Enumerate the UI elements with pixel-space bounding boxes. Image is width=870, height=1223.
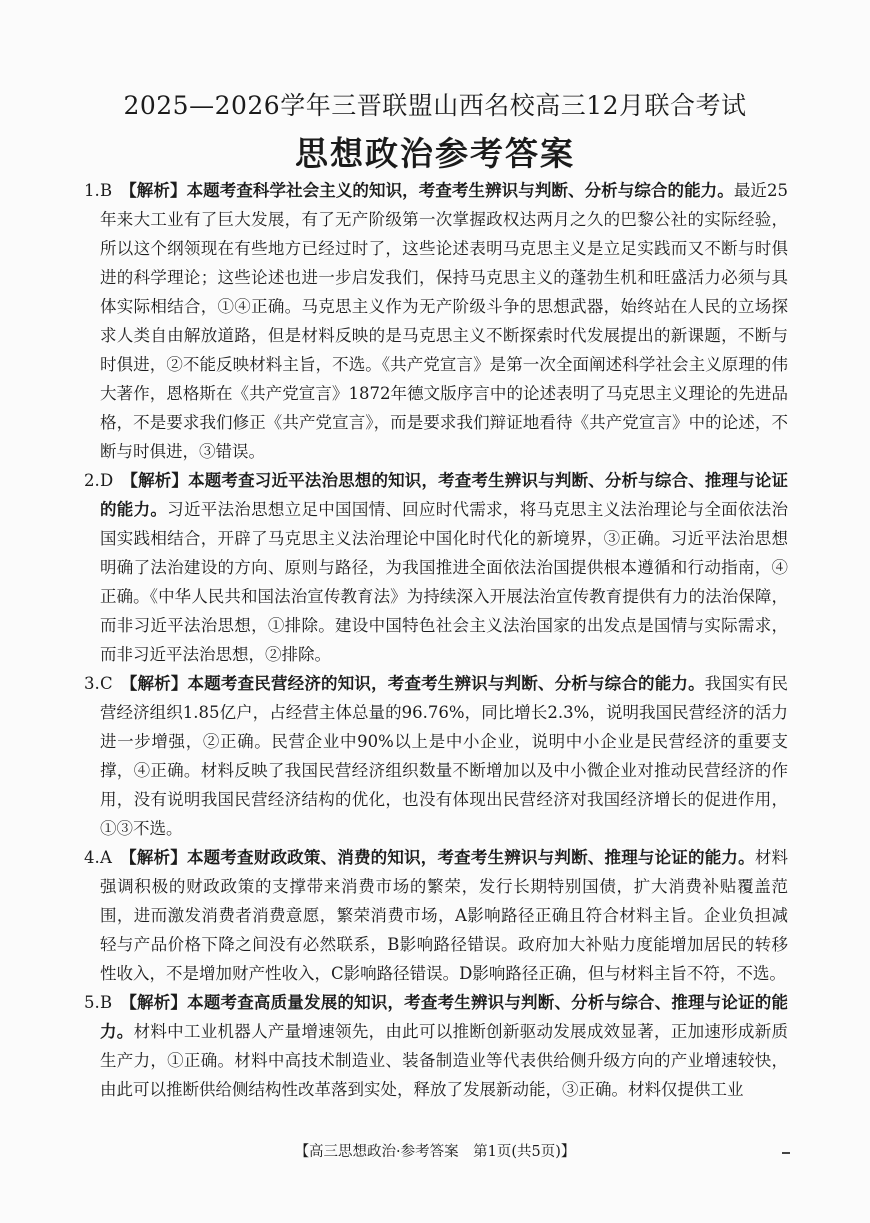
analysis-lead: 本题考查财政政策、消费的知识，考查考生辨识与判断、推理与论证的能力。	[186, 848, 755, 867]
analysis-text: 我国实有民营经济组织1.85亿户，占经营主体总量的96.76%，同比增长2.3%，说明我国民营经济的活力进一步增强，②正确。民营企业中90%以上是中小企业，说明中小企业是民营经济的重要支撑，④正确。材料反映了我国民营经济组织数量不断增加以及中小微企业对推动民营经济的作用，没有说明我国民营经济结构的优化，也没有体现出民营经济对我国经济增长的促进作用，①③不选。	[100, 674, 789, 838]
item-number: 1.	[84, 181, 100, 200]
item-number: 2.	[84, 471, 100, 490]
item-answer: A	[100, 848, 112, 867]
page-footer: 【高三思想政治·参考答案 第1页(共5页)】	[294, 1144, 576, 1160]
answer-item-3	[84, 669, 789, 843]
answer-item-2	[84, 466, 789, 669]
page-header	[0, 88, 870, 178]
item-answer: B	[100, 181, 113, 200]
answer-item-1	[84, 176, 789, 466]
answer-item-4	[84, 843, 789, 988]
analysis-text: 材料强调积极的财政政策的支撑带来消费市场的繁荣，发行长期特别国债，扩大消费补贴覆盖范围，进而激发消费者消费意愿，繁荣消费市场，A影响路径正确且符合材料主旨。企业负担减轻与产品价格下降之间没有必然联系，B影响路径错误。政府加大补贴力度能增加居民的转移性收入，不是增加财产性收入，C影响路径错误。D影响路径正确，但与材料主旨不符，不选。	[100, 848, 789, 983]
item-body	[100, 988, 788, 1104]
analysis-text: 习近平法治思想立足中国国情、回应时代需求，将马克思主义法治理论与全面依法治国实践相结合，开辟了马克思主义法治理论中国化时代化的新境界，③正确。习近平法治思想明确了法治建设的方向、原则与路径，为我国推进全面依法治国提供根本遵循和行动指南，④正确。《中华人民共和国法治宣传教育法》为持续深入开展法治宣传教育提供有力的法治保障，而非习近平法治思想，①排除。建设中国特色社会主义法治国家的出发点是国情与实际需求，而非习近平法治思想，②排除。	[100, 500, 789, 664]
item-number: 3.	[84, 674, 100, 693]
item-body	[100, 843, 788, 988]
item-body	[100, 176, 788, 466]
item-answer: C	[100, 674, 113, 693]
item-body	[100, 669, 788, 843]
analysis-lead: 本题考查习近平法治思想的知识，考查考生辨识与判断、分析与综合、推理与论证的能力。	[100, 471, 789, 519]
analysis-text: 材料中工业机器人产量增速领先，由此可以推断创新驱动发展成效显著，正加速形成新质生产力，①正确。材料中高技术制造业、装备制造业等代表供给侧升级方向的产业增速较快，由此可以推断供给侧结构性改革落到实处，释放了发展新动能，③正确。材料仅提供工业	[100, 1022, 789, 1099]
analysis-tag: 【解析】	[119, 848, 187, 867]
analysis-text: 最近25年来大工业有了巨大发展，有了无产阶级第一次掌握政权达两月之久的巴黎公社的实际经验，所以这个纲领现在有些地方已经过时了，这些论述表明马克思主义是立足实践而又不断与时俱进的科学理论；这些论述也进一步启发我们，保持马克思主义的蓬勃生机和旺盛活力必须与具体实际相结合，①④正确。马克思主义作为无产阶级斗争的思想武器，始终站在人民的立场探求人类自由解放道路，但是材料反映的是马克思主义不断探索时代发展提出的新课题，不断与时俱进，②不能反映材料主旨，不选。《共产党宣言》是第一次全面阐述科学社会主义原理的伟大著作，恩格斯在《共产党宣言》1872年德文版序言中的论述表明了马克思主义理论的先进品格，不是要求我们修正《共产党宣言》，而是要求我们辩证地看待《共产党宣言》中的论述，不断与时俱进，③错误。	[100, 181, 789, 461]
analysis-tag: 【解析】	[120, 993, 188, 1012]
item-answer: B	[100, 993, 113, 1012]
answer-list	[84, 176, 789, 1104]
exam-title: 2025—2026学年三晋联盟山西名校高三12月联合考试	[123, 91, 747, 120]
analysis-tag: 【解析】	[120, 674, 188, 693]
analysis-lead: 本题考查民营经济的知识，考查考生辨识与判断、分析与综合的能力。	[187, 674, 705, 693]
item-answer: D	[100, 471, 114, 490]
analysis-tag: 【解析】	[121, 471, 189, 490]
analysis-lead: 本题考查高质量发展的知识，考查考生辨识与判断、分析与综合、推理与论证的能力。	[100, 993, 789, 1041]
answer-item-5	[84, 988, 789, 1104]
answer-key-title: 思想政治参考答案	[295, 134, 575, 173]
analysis-lead: 本题考查科学社会主义的知识，考查考生辨识与判断、分析与综合的能力。	[186, 181, 734, 200]
corner-mark	[782, 1152, 790, 1154]
item-number: 5.	[84, 993, 100, 1012]
item-body	[100, 466, 788, 669]
analysis-tag: 【解析】	[120, 181, 187, 200]
item-number: 4.	[84, 848, 100, 867]
